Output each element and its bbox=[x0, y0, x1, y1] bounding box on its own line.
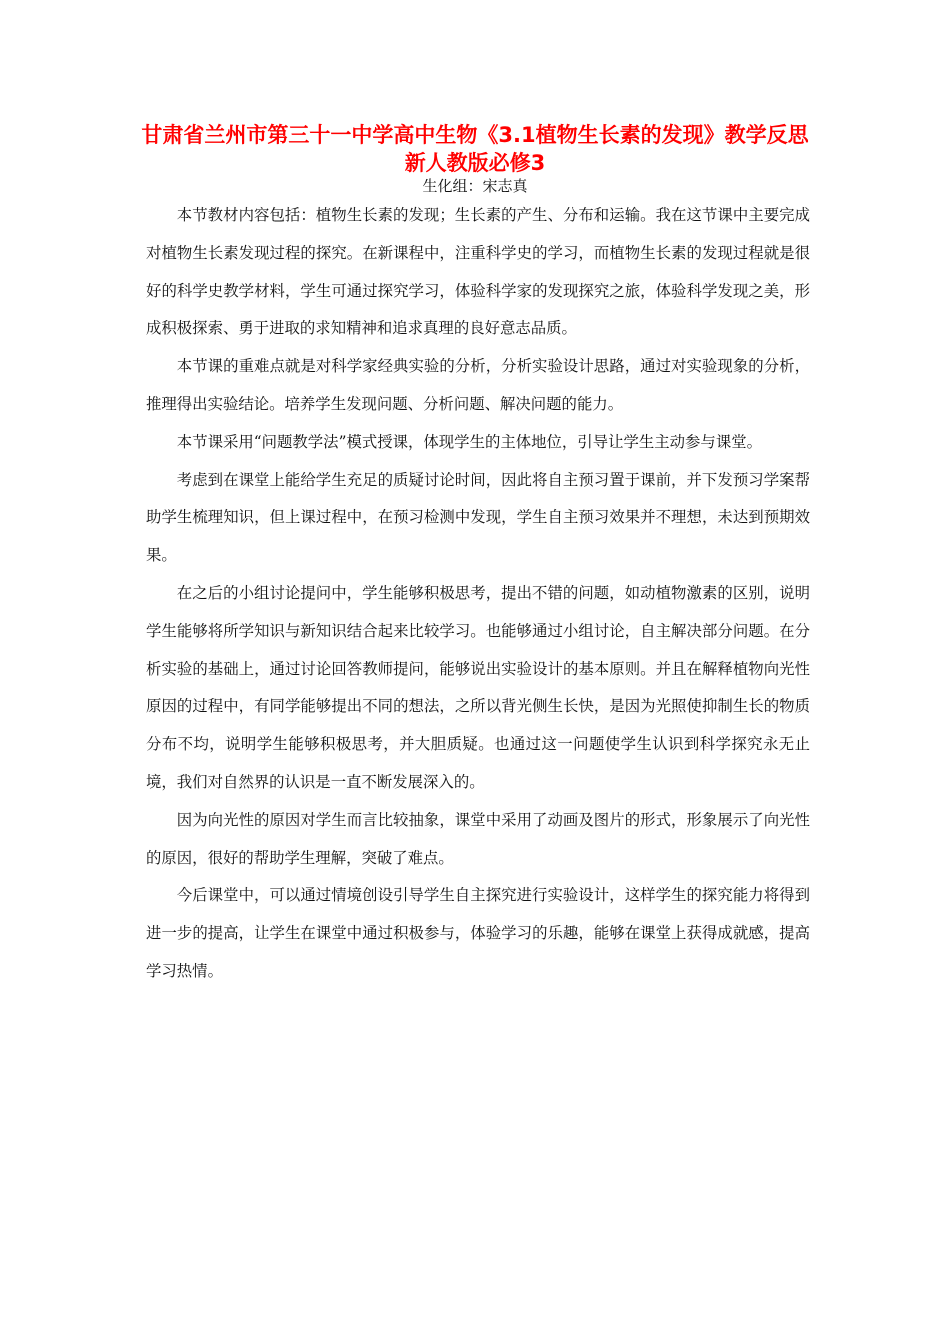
author-line: 生化组：宋志真 bbox=[422, 177, 528, 195]
paragraph-7: 今后课堂中，可以通过情境创设引导学生自主探究进行实验设计，这样学生的探究能力将得到进一步的提高，让学生在课堂中通过积极参与，体验学习的乐趣，能够在课堂上获得成就感，提高学习热情。 bbox=[146, 886, 810, 980]
document-title: 甘肃省兰州市第三十一中学高中生物《3.1植物生长素的发现》教学反思 新人教版必修3 bbox=[141, 123, 809, 175]
paragraph-5: 在之后的小组讨论提问中，学生能够积极思考，提出不错的问题，如动植物激素的区别，说明学生能够将所学知识与新知识结合起来比较学习。也能够通过小组讨论，自主解决部分问题。在分析实验的基础上，通过讨论回答教师提问，能够说出实验设计的基本原则。并且在解释植物向光性原因的过程中，有同学能够提出不同的想法，之所以背光侧生长快，是因为光照使抑制生长的物质分布不均，说明学生能够积极思考，并大胆质疑。也通过这一问题使学生认识到科学探究永无止境，我们对自然界的认识是一直不断发展深入的。 bbox=[146, 583, 810, 791]
paragraph-3: 本节课采用“问题教学法”模式授课，体现学生的主体地位，引导让学生主动参与课堂。 bbox=[176, 432, 762, 451]
paragraph-2: 本节课的重难点就是对科学家经典实验的分析，分析实验设计思路，通过对实验现象的分析，推理得出实验结论。培养学生发现问题、分析问题、解决问题的能力。 bbox=[146, 357, 810, 413]
paragraph-1: 本节教材内容包括：植物生长素的发现；生长素的产生、分布和运输。我在这节课中主要完成对植物生长素发现过程的探究。在新课程中，注重科学史的学习，而植物生长素的发现过程就是很好的科学史教学材料，学生可通过探究学习，体验科学家的发现探究之旅，体验科学发现之美，形成积极探索、勇于进取的求知精神和追求真理的良好意志品质。 bbox=[146, 206, 810, 338]
paragraph-6: 因为向光性的原因对学生而言比较抽象，课堂中采用了动画及图片的形式，形象展示了向光性的原因，很好的帮助学生理解，突破了难点。 bbox=[146, 810, 810, 867]
document-body bbox=[146, 197, 810, 991]
paragraph-4: 考虑到在课堂上能给学生充足的质疑讨论时间，因此将自主预习置于课前，并下发预习学案帮助学生梳理知识，但上课过程中，在预习检测中发现，学生自主预习效果并不理想，未达到预期效果。 bbox=[146, 470, 810, 565]
